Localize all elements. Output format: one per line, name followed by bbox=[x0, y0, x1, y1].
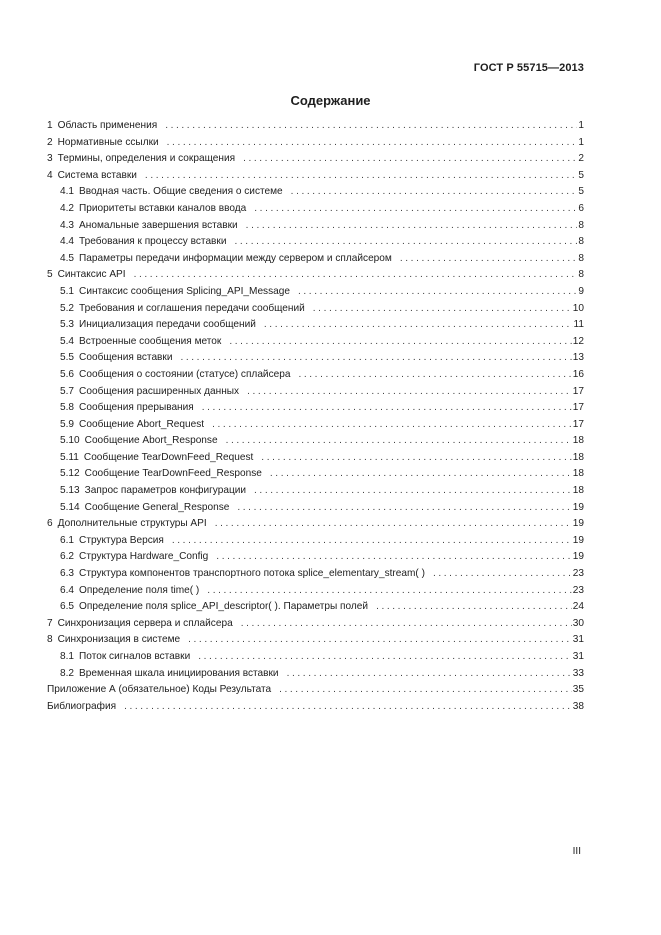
toc-entry-number: 5.5 bbox=[60, 352, 75, 364]
toc-entry-title bbox=[60, 234, 226, 251]
toc-entry-title bbox=[60, 483, 246, 500]
dot-leader bbox=[241, 616, 572, 633]
dot-leader bbox=[226, 433, 572, 450]
dot-leader bbox=[254, 201, 577, 218]
toc-entry-number: 5.10 bbox=[60, 435, 80, 447]
toc-entry-label: Синхронизация в системе bbox=[57, 634, 181, 646]
toc-entry-label: Встроенные сообщения меток bbox=[79, 335, 222, 347]
toc-entry-label: Параметры передачи информации между сервером и сплайсером bbox=[79, 252, 392, 264]
toc-entry-title bbox=[47, 516, 207, 533]
toc-entry-page: 19 bbox=[572, 501, 584, 513]
toc-entry-page: 10 bbox=[572, 302, 584, 314]
toc-entry-number: 6.5 bbox=[60, 601, 75, 613]
toc-entry-page: 23 bbox=[572, 584, 584, 596]
toc-entry[interactable] bbox=[47, 583, 584, 600]
toc-entry-label: Требования к процессу вставки bbox=[79, 236, 227, 248]
dot-leader bbox=[198, 649, 572, 666]
toc-entry-title bbox=[60, 251, 392, 268]
dot-leader bbox=[165, 118, 577, 135]
toc-entry[interactable] bbox=[47, 384, 584, 401]
toc-entry-label: Сообщения вставки bbox=[79, 352, 173, 364]
toc-entry-number: 8.2 bbox=[60, 667, 75, 679]
toc-entry-label: Синтаксис API bbox=[57, 269, 126, 281]
toc-entry-label: Поток сигналов вставки bbox=[79, 651, 191, 662]
toc-entry-title bbox=[60, 350, 172, 367]
toc-entry[interactable] bbox=[47, 135, 584, 152]
toc-entry[interactable] bbox=[47, 500, 584, 517]
dot-leader bbox=[287, 666, 572, 683]
toc-entry-label: Дополнительные структуры API bbox=[57, 518, 207, 530]
toc-entry-title bbox=[47, 151, 235, 168]
toc-entry-page: 18 bbox=[572, 435, 584, 447]
toc-entry-number: 5.6 bbox=[60, 368, 75, 380]
toc-entry-title bbox=[47, 168, 137, 185]
toc-entry[interactable] bbox=[47, 566, 584, 583]
toc-entry-title bbox=[60, 583, 199, 600]
toc-entry-title bbox=[60, 450, 253, 467]
toc-entry-title bbox=[60, 533, 164, 550]
toc-entry-title bbox=[47, 682, 271, 699]
toc-entry-label: Синтаксис сообщения Splicing_API_Message bbox=[79, 285, 290, 297]
toc-entry-title bbox=[47, 267, 126, 284]
toc-entry[interactable] bbox=[47, 151, 584, 168]
toc-entry-label: Синхронизация сервера и сплайсера bbox=[57, 617, 233, 629]
toc-entry-page: 8 bbox=[578, 236, 584, 248]
toc-entry-label: Требования и соглашения передачи сообщений bbox=[79, 302, 305, 314]
toc-entry-title bbox=[60, 367, 290, 384]
toc-entry-number: 4.1 bbox=[60, 186, 75, 198]
toc-entry-number: 4.3 bbox=[60, 219, 75, 231]
toc-entry-page: 13 bbox=[572, 352, 584, 364]
toc-entry-label: Сообщения прерывания bbox=[79, 402, 194, 414]
dot-leader bbox=[400, 251, 578, 268]
toc-entry-number: 5.3 bbox=[60, 319, 75, 331]
toc-entry[interactable] bbox=[47, 632, 584, 649]
dot-leader bbox=[243, 151, 577, 168]
toc-entry[interactable] bbox=[47, 367, 584, 384]
toc-entry-page: 31 bbox=[572, 651, 584, 662]
toc-entry-title bbox=[60, 433, 218, 450]
toc-entry-page: 38 bbox=[572, 700, 584, 712]
dot-leader bbox=[291, 184, 578, 201]
toc-entry-title bbox=[60, 649, 190, 666]
toc-entry-label: Структура компонентов транспортного потока splice_elementary_stream( ) bbox=[79, 568, 425, 580]
toc-entry-title bbox=[60, 566, 425, 583]
toc-entry-number: 5.14 bbox=[60, 501, 80, 513]
toc-entry-number: 6 bbox=[47, 518, 53, 530]
toc-entry-label: Сообщения о состоянии (статусе) сплайсера bbox=[79, 368, 291, 380]
toc-entry-page: 23 bbox=[572, 568, 584, 580]
toc-entry-number: 4.5 bbox=[60, 252, 75, 264]
toc-entry-title bbox=[60, 218, 238, 235]
toc-entry-page: 33 bbox=[572, 667, 584, 679]
toc-entry[interactable] bbox=[47, 234, 584, 251]
toc-entry-number: 1 bbox=[47, 120, 53, 131]
toc-entry-page: 6 bbox=[578, 202, 584, 214]
page-title: Содержание bbox=[290, 93, 371, 108]
toc-entry[interactable] bbox=[47, 616, 584, 633]
dot-leader bbox=[376, 599, 572, 616]
toc-entry[interactable] bbox=[47, 433, 584, 450]
toc-entry-title bbox=[60, 417, 204, 434]
toc-entry[interactable] bbox=[47, 450, 584, 467]
toc-entry-number: 4.4 bbox=[60, 236, 75, 248]
document-code: ГОСТ Р 55715—2013 bbox=[473, 62, 584, 74]
toc-entry-title bbox=[47, 699, 116, 716]
dot-leader bbox=[172, 533, 572, 550]
dot-leader bbox=[202, 400, 572, 417]
toc-entry-page: 1 bbox=[578, 120, 584, 131]
toc-entry[interactable] bbox=[47, 201, 584, 218]
dot-leader bbox=[298, 367, 571, 384]
toc-entry[interactable] bbox=[47, 516, 584, 533]
toc-entry-page: 9 bbox=[578, 285, 584, 297]
toc-entry-page: 19 bbox=[572, 551, 584, 563]
toc-entry-page: 19 bbox=[572, 518, 584, 530]
toc-entry[interactable] bbox=[47, 267, 584, 284]
toc-entry[interactable] bbox=[47, 549, 584, 566]
dot-leader bbox=[212, 417, 572, 434]
toc-entry-page: 35 bbox=[572, 684, 584, 696]
toc-entry-page: 1 bbox=[578, 136, 584, 148]
toc-entry-page: 8 bbox=[578, 252, 584, 264]
toc-entry-number: 5.13 bbox=[60, 485, 80, 497]
toc-entry[interactable] bbox=[47, 301, 584, 318]
toc-entry-number: 5 bbox=[47, 269, 53, 281]
toc-entry-page: 18 bbox=[572, 451, 584, 463]
toc-entry-label: Библиография bbox=[47, 700, 117, 712]
toc-entry[interactable] bbox=[47, 682, 584, 699]
toc-entry-number: 6.1 bbox=[60, 534, 75, 546]
toc-entry-label: Определение поля splice_API_descriptor( ). Параметры полей bbox=[79, 601, 369, 613]
dot-leader bbox=[433, 566, 572, 583]
toc-entry-page: 12 bbox=[572, 335, 584, 347]
toc-entry[interactable] bbox=[47, 184, 584, 201]
dot-leader bbox=[134, 267, 578, 284]
toc-entry-number: 8 bbox=[47, 634, 53, 646]
toc-entry-label: Вводная часть. Общие сведения о системе bbox=[79, 186, 283, 198]
dot-leader bbox=[215, 516, 572, 533]
toc-entry-title bbox=[60, 666, 279, 683]
toc-entry-title bbox=[60, 317, 256, 334]
toc-entry-title bbox=[60, 500, 229, 517]
dot-leader bbox=[124, 699, 572, 716]
toc-entry[interactable] bbox=[47, 400, 584, 417]
toc-entry-label: Приложение А (обязательное) Коды Результата bbox=[47, 684, 272, 696]
dot-leader bbox=[237, 500, 571, 517]
toc-entry-label: Запрос параметров конфигурации bbox=[84, 485, 247, 497]
toc-entry[interactable] bbox=[47, 649, 584, 666]
toc-entry-label: Сообщение TearDownFeed_Request bbox=[83, 451, 254, 463]
toc-entry-label: Сообщение Abort_Request bbox=[79, 418, 205, 430]
toc-entry-title bbox=[60, 334, 221, 351]
toc-entry[interactable] bbox=[47, 483, 584, 500]
page-number: III bbox=[572, 846, 581, 857]
toc-entry-number: 5.7 bbox=[60, 385, 75, 397]
toc-entry[interactable] bbox=[47, 417, 584, 434]
toc-entry-page: 17 bbox=[572, 385, 584, 397]
toc-entry-number: 4 bbox=[47, 169, 53, 181]
dot-leader bbox=[207, 583, 571, 600]
toc-entry-page: 19 bbox=[572, 534, 584, 546]
toc-entry-title bbox=[60, 284, 290, 301]
toc-entry-page: 30 bbox=[572, 617, 584, 629]
toc-entry-label: Система вставки bbox=[57, 169, 137, 181]
dot-leader bbox=[279, 682, 572, 699]
toc-entry-number: 5.11 bbox=[60, 451, 79, 463]
toc-entry-number: 2 bbox=[47, 136, 53, 148]
toc-entry-title bbox=[60, 184, 283, 201]
toc-entry-number: 5.4 bbox=[60, 335, 75, 347]
toc-entry-number: 4.2 bbox=[60, 202, 75, 214]
toc-entry-label: Аномальные завершения вставки bbox=[79, 219, 238, 231]
dot-leader bbox=[254, 483, 572, 500]
dot-leader bbox=[234, 234, 577, 251]
toc-entry-number: 5.12 bbox=[60, 468, 80, 480]
dot-leader bbox=[229, 334, 571, 351]
toc-entry-page: 2 bbox=[578, 153, 584, 165]
toc-entry-number: 6.2 bbox=[60, 551, 75, 563]
toc-entry-label: Временная шкала инициирования вставки bbox=[79, 667, 279, 679]
toc-entry-label: Термины, определения и сокращения bbox=[57, 153, 236, 165]
toc-entry-page: 5 bbox=[578, 186, 584, 198]
toc-entry-label: Сообщения расширенных данных bbox=[79, 385, 240, 397]
toc-entry-title bbox=[47, 632, 180, 649]
toc-entry[interactable] bbox=[47, 251, 584, 268]
toc-entry-title bbox=[60, 201, 246, 218]
dot-leader bbox=[261, 450, 571, 467]
toc-entry-number: 5.9 bbox=[60, 418, 75, 430]
toc-entry-page: 18 bbox=[572, 468, 584, 480]
toc-entry[interactable] bbox=[47, 118, 584, 135]
dot-leader bbox=[188, 632, 572, 649]
toc-entry-title bbox=[60, 466, 262, 483]
toc-entry-title bbox=[47, 135, 159, 152]
table-of-contents bbox=[47, 118, 584, 715]
dot-leader bbox=[246, 218, 578, 235]
toc-entry-number: 3 bbox=[47, 153, 53, 165]
toc-entry[interactable] bbox=[47, 599, 584, 616]
toc-entry-page: 8 bbox=[578, 269, 584, 281]
toc-entry-title bbox=[60, 384, 239, 401]
toc-entry[interactable] bbox=[47, 666, 584, 683]
toc-entry-page: 8 bbox=[578, 219, 584, 231]
dot-leader bbox=[313, 301, 572, 318]
toc-entry-number: 6.3 bbox=[60, 568, 75, 580]
toc-entry-label: Сообщение TearDownFeed_Response bbox=[84, 468, 262, 480]
toc-entry[interactable] bbox=[47, 350, 584, 367]
toc-entry-title bbox=[60, 549, 208, 566]
dot-leader bbox=[145, 168, 577, 185]
toc-entry-title bbox=[47, 118, 157, 135]
toc-entry-number: 5.8 bbox=[60, 402, 75, 414]
dot-leader bbox=[298, 284, 577, 301]
toc-entry-title bbox=[60, 400, 194, 417]
toc-entry[interactable] bbox=[47, 218, 584, 235]
dot-leader bbox=[180, 350, 571, 367]
toc-entry-number: 5.2 bbox=[60, 302, 75, 314]
dot-leader bbox=[270, 466, 572, 483]
toc-entry-page: 31 bbox=[572, 634, 584, 646]
toc-entry-title bbox=[60, 599, 368, 616]
toc-entry[interactable] bbox=[47, 334, 584, 351]
toc-entry-number: 6.4 bbox=[60, 584, 75, 596]
toc-entry-number: 5.1 bbox=[60, 285, 75, 297]
toc-entry[interactable] bbox=[47, 699, 584, 716]
toc-entry-page: 18 bbox=[572, 485, 584, 497]
toc-entry-page: 16 bbox=[572, 368, 584, 380]
toc-entry[interactable] bbox=[47, 533, 584, 550]
toc-entry-label: Структура Hardware_Config bbox=[79, 551, 209, 563]
toc-entry[interactable] bbox=[47, 466, 584, 483]
toc-entry-label: Область применения bbox=[57, 120, 158, 131]
toc-entry-page: 5 bbox=[578, 169, 584, 181]
toc-entry-title bbox=[47, 616, 233, 633]
toc-entry-label: Нормативные ссылки bbox=[57, 136, 159, 148]
dot-leader bbox=[167, 135, 578, 152]
toc-entry-page: 24 bbox=[572, 601, 584, 613]
toc-entry-label: Инициализация передачи сообщений bbox=[79, 319, 256, 331]
dot-leader bbox=[264, 317, 573, 334]
dot-leader bbox=[247, 384, 572, 401]
toc-entry-title bbox=[60, 301, 305, 318]
toc-entry[interactable] bbox=[47, 168, 584, 185]
toc-entry-label: Сообщение General_Response bbox=[84, 501, 230, 513]
toc-entry-label: Приоритеты вставки каналов ввода bbox=[79, 202, 247, 214]
toc-entry-number: 8.1 bbox=[60, 651, 75, 662]
toc-entry-page: 17 bbox=[572, 402, 584, 414]
toc-entry[interactable] bbox=[47, 284, 584, 301]
toc-entry-label: Сообщение Abort_Response bbox=[84, 435, 218, 447]
toc-entry[interactable] bbox=[47, 317, 584, 334]
toc-entry-page: 17 bbox=[572, 418, 584, 430]
toc-entry-page: 11 bbox=[573, 319, 584, 331]
toc-entry-label: Определение поля time( ) bbox=[79, 584, 200, 596]
dot-leader bbox=[216, 549, 571, 566]
toc-entry-number: 7 bbox=[47, 617, 53, 629]
toc-entry-label: Структура Версия bbox=[79, 534, 164, 546]
